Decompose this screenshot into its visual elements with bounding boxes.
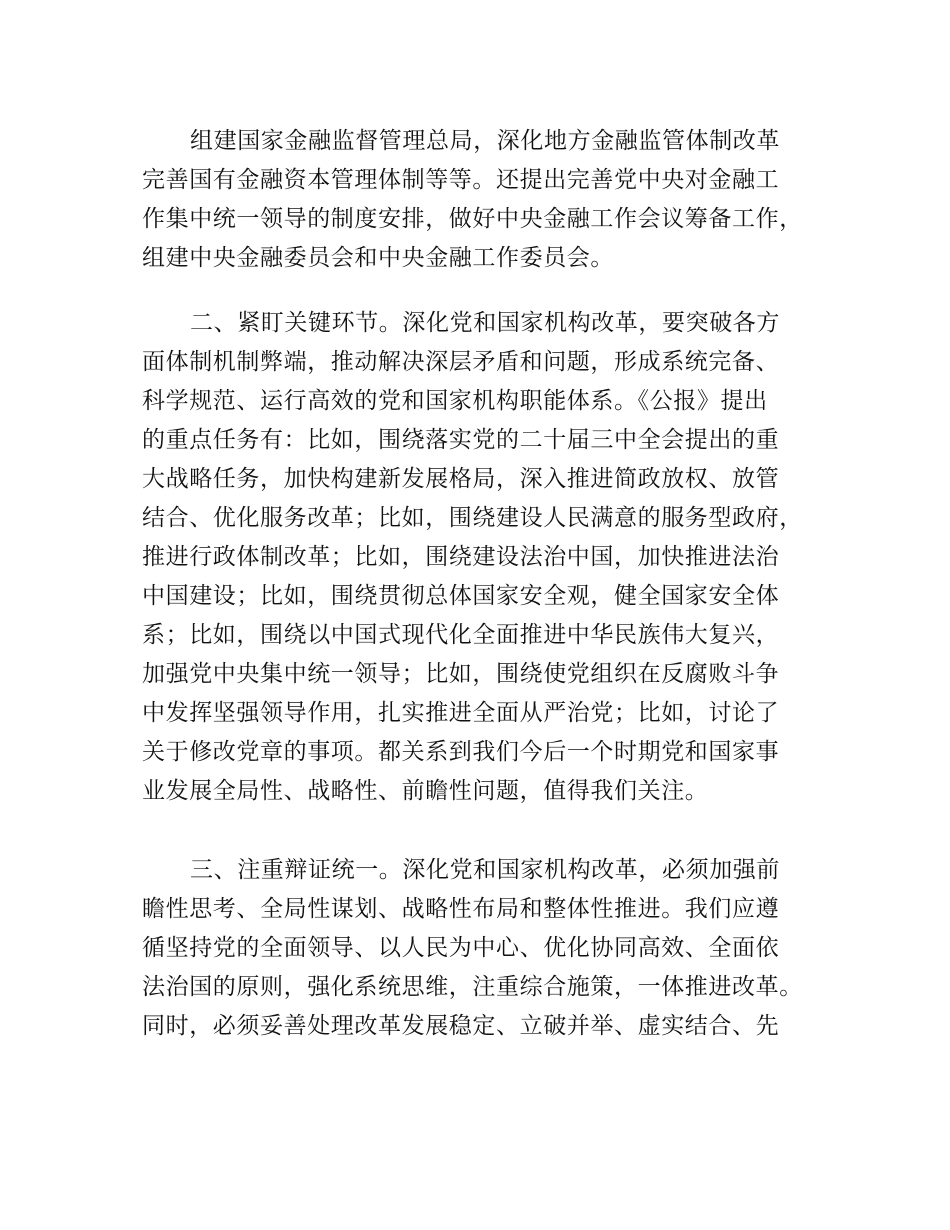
text-line: 瞻性思考、全局性谋划、战略性布局和整体性推进。我们应遵 (142, 896, 780, 922)
text-line: 结合、优化服务改革；比如，围绕建设人民满意的服务型政府， (142, 505, 803, 531)
text-line: 中国建设；比如，围绕贯彻总体国家安全观，健全国家安全体 (142, 583, 780, 609)
text-line: 关于修改党章的事项。都关系到我们今后一个时期党和国家事 (142, 739, 780, 765)
text-line: 系；比如，围绕以中国式现代化全面推进中华民族伟大复兴， (142, 622, 780, 648)
text-line: 作集中统一领导的制度安排，做好中央金融工作会议筹备工作， (142, 206, 803, 232)
text-line: 推进行政体制改革；比如，围绕建设法治中国，加快推进法治 (142, 544, 780, 570)
text-line: 法治国的原则，强化系统思维，注重综合施策，一体推进改革。 (142, 974, 803, 1000)
text-line: 组建中央金融委员会和中央金融工作委员会。 (142, 245, 614, 271)
text-line: 二、紧盯关键环节。深化党和国家机构改革，要突破各方 (190, 310, 780, 336)
text-line: 三、注重辩证统一。深化党和国家机构改革，必须加强前 (190, 857, 780, 883)
text-line: 科学规范、运行高效的党和国家机构职能体系。《公报》提出 (142, 388, 768, 414)
text-line: 业发展全局性、战略性、前瞻性问题，值得我们关注。 (142, 778, 709, 804)
text-line: 面体制机制弊端，推动解决深层矛盾和问题，形成系统完备、 (142, 349, 780, 375)
text-line: 组建国家金融监督管理总局，深化地方金融监管体制改革 (190, 128, 780, 154)
text-line: 循坚持党的全面领导、以人民为中心、优化协同高效、全面依 (142, 935, 780, 961)
text-line: 完善国有金融资本管理体制等等。还提出完善党中央对金融工 (142, 167, 780, 193)
text-line: 大战略任务，加快构建新发展格局，深入推进简政放权、放管 (142, 466, 780, 492)
text-line: 同时，必须妥善处理改革发展稳定、立破并举、虚实结合、先 (142, 1013, 780, 1039)
text-line: 的重点任务有：比如，围绕落实党的二十届三中全会提出的重 (142, 427, 780, 453)
text-line: 加强党中央集中统一领导；比如，围绕使党组织在反腐败斗争 (142, 661, 780, 687)
text-line: 中发挥坚强领导作用，扎实推进全面从严治党；比如，讨论了 (142, 700, 780, 726)
